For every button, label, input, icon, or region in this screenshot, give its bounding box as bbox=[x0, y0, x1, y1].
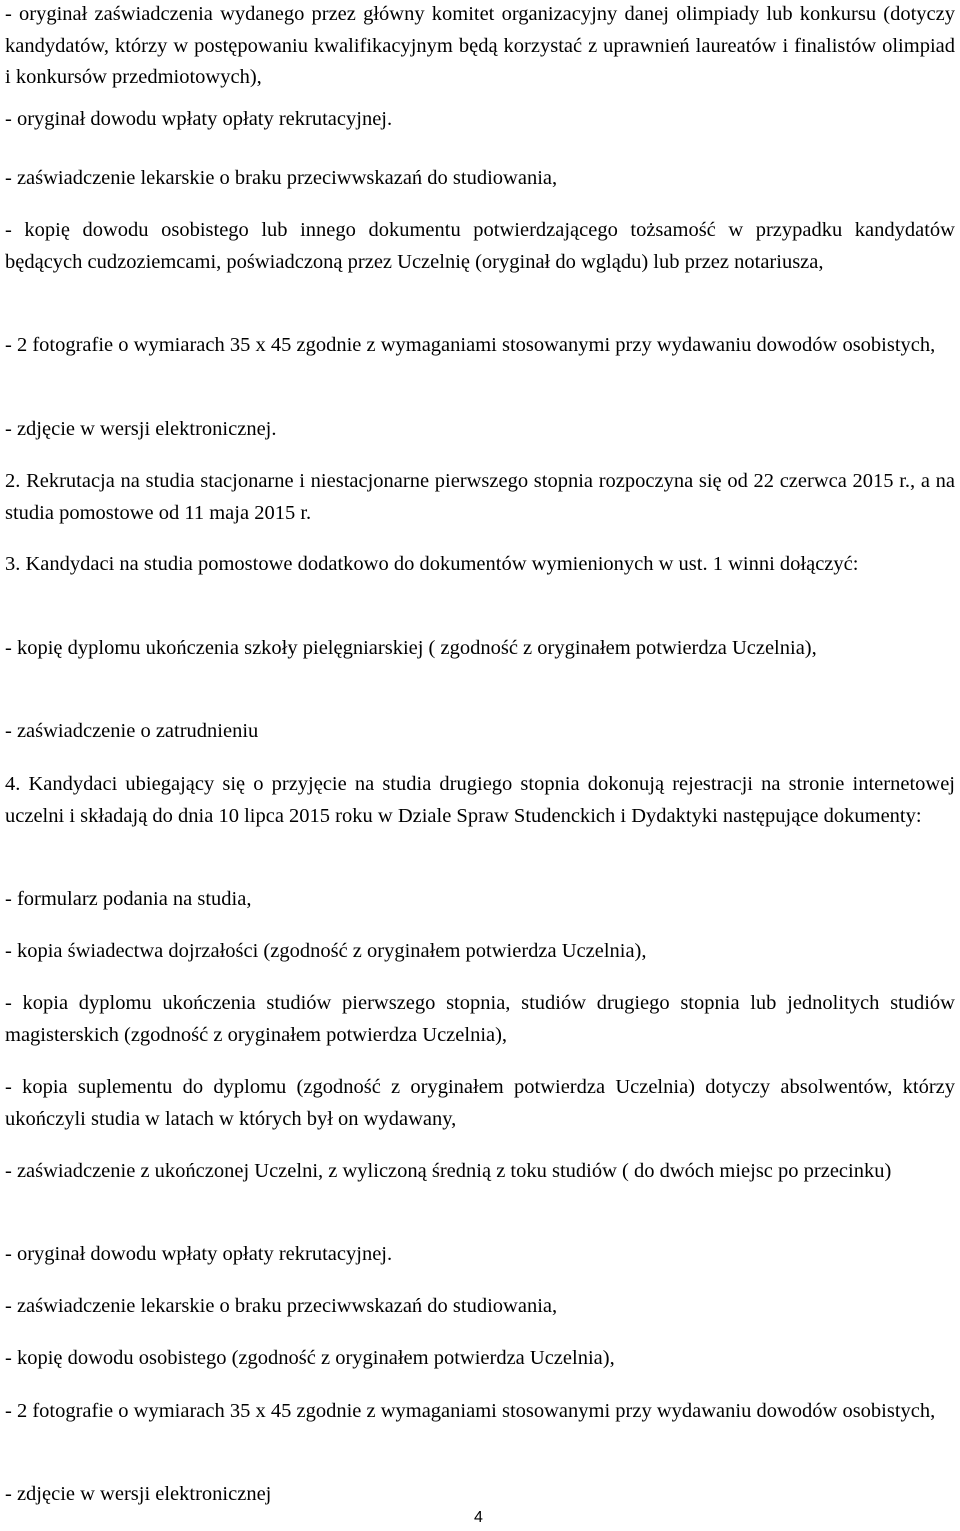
paragraph-electronic-photo: - zdjęcie w wersji elektronicznej. bbox=[5, 418, 277, 440]
paragraph-fee-receipt-2: - oryginał dowodu wpłaty opłaty rekrutacyjnej. bbox=[5, 1243, 393, 1265]
paragraph-photos: - 2 fotografie o wymiarach 35 x 45 zgodnie z wymaganiami stosowanymi przy wydawaniu dowodów osobistych, bbox=[5, 334, 936, 356]
paragraph-medical-certificate-2: - zaświadczenie lekarskie o braku przeciwwskazań do studiowania, bbox=[5, 1295, 558, 1317]
paragraph-bridging-candidates: 3. Kandydaci na studia pomostowe dodatkowo do dokumentów wymienionych w ust. 1 winni dołączyć: bbox=[5, 553, 859, 575]
paragraph-first-degree-diploma: - kopia dyplomu ukończenia studiów pierwszego stopnia, studiów drugiego stopnia lub jednolitych studiów magisterskich (zgodność z oryginałem potwierdza Uczelnia), bbox=[5, 992, 955, 1046]
paragraph-id-copy: - kopię dowodu osobistego (zgodność z oryginałem potwierdza Uczelnia), bbox=[5, 1347, 615, 1369]
paragraph-id-copy-foreigners: - kopię dowodu osobistego lub innego dokumentu potwierdzającego tożsamość w przypadku kandydatów będących cudzoziemcami, poświadczoną przez Uczelnię (oryginał do wglądu) lub przez notariusza, bbox=[5, 219, 955, 273]
page-number: 4 bbox=[474, 1509, 483, 1526]
paragraph-maturity-certificate: - kopia świadectwa dojrzałości (zgodność z oryginałem potwierdza Uczelnia), bbox=[5, 940, 647, 962]
paragraph-average-grade-certificate: - zaświadczenie z ukończonej Uczelni, z wyliczoną średnią z toku studiów ( do dwóch miejsc po przecinku) bbox=[5, 1160, 892, 1182]
paragraph-medical-certificate: - zaświadczenie lekarskie o braku przeciwwskazań do studiowania, bbox=[5, 167, 558, 189]
paragraph-recruitment-dates: 2. Rekrutacja na studia stacjonarne i niestacjonarne pierwszego stopnia rozpoczyna się od 22 czerwca 2015 r., a na studia pomostowe od 11 maja 2015 r. bbox=[5, 470, 955, 524]
paragraph-diploma-supplement: - kopia suplementu do dyplomu (zgodność z oryginałem potwierdza Uczelnia) dotyczy absolwentów, którzy ukończyli studia w latach w których był on wydawany, bbox=[5, 1076, 955, 1130]
paragraph-second-degree-candidates: 4. Kandydaci ubiegający się o przyjęcie na studia drugiego stopnia dokonują rejestracji na stronie internetowej uczelni i składają do dnia 10 lipca 2015 roku w Dziale Spraw Studenckich i Dydaktyki następujące dokumenty: bbox=[5, 773, 955, 827]
paragraph-electronic-photo-2: - zdjęcie w wersji elektronicznej bbox=[5, 1483, 272, 1505]
paragraph-employment-certificate: - zaświadczenie o zatrudnieniu bbox=[5, 720, 259, 742]
paragraph-nursing-diploma: - kopię dyplomu ukończenia szkoły pielęgniarskiej ( zgodność z oryginałem potwierdza Uczelnia), bbox=[5, 637, 817, 659]
paragraph-olympiad-certificate: - oryginał zaświadczenia wydanego przez główny komitet organizacyjny danej olimpiady lub konkursu (dotyczy kandydatów, którzy w postępowaniu kwalifikacyjnym będą korzystać z uprawnień laureatów i finalistów olimpiad i konkursów przedmiotowych), bbox=[5, 3, 955, 88]
paragraph-fee-receipt: - oryginał dowodu wpłaty opłaty rekrutacyjnej. bbox=[5, 108, 393, 130]
paragraph-photos-2: - 2 fotografie o wymiarach 35 x 45 zgodnie z wymaganiami stosowanymi przy wydawaniu dowodów osobistych, bbox=[5, 1400, 936, 1422]
paragraph-application-form: - formularz podania na studia, bbox=[5, 888, 252, 910]
